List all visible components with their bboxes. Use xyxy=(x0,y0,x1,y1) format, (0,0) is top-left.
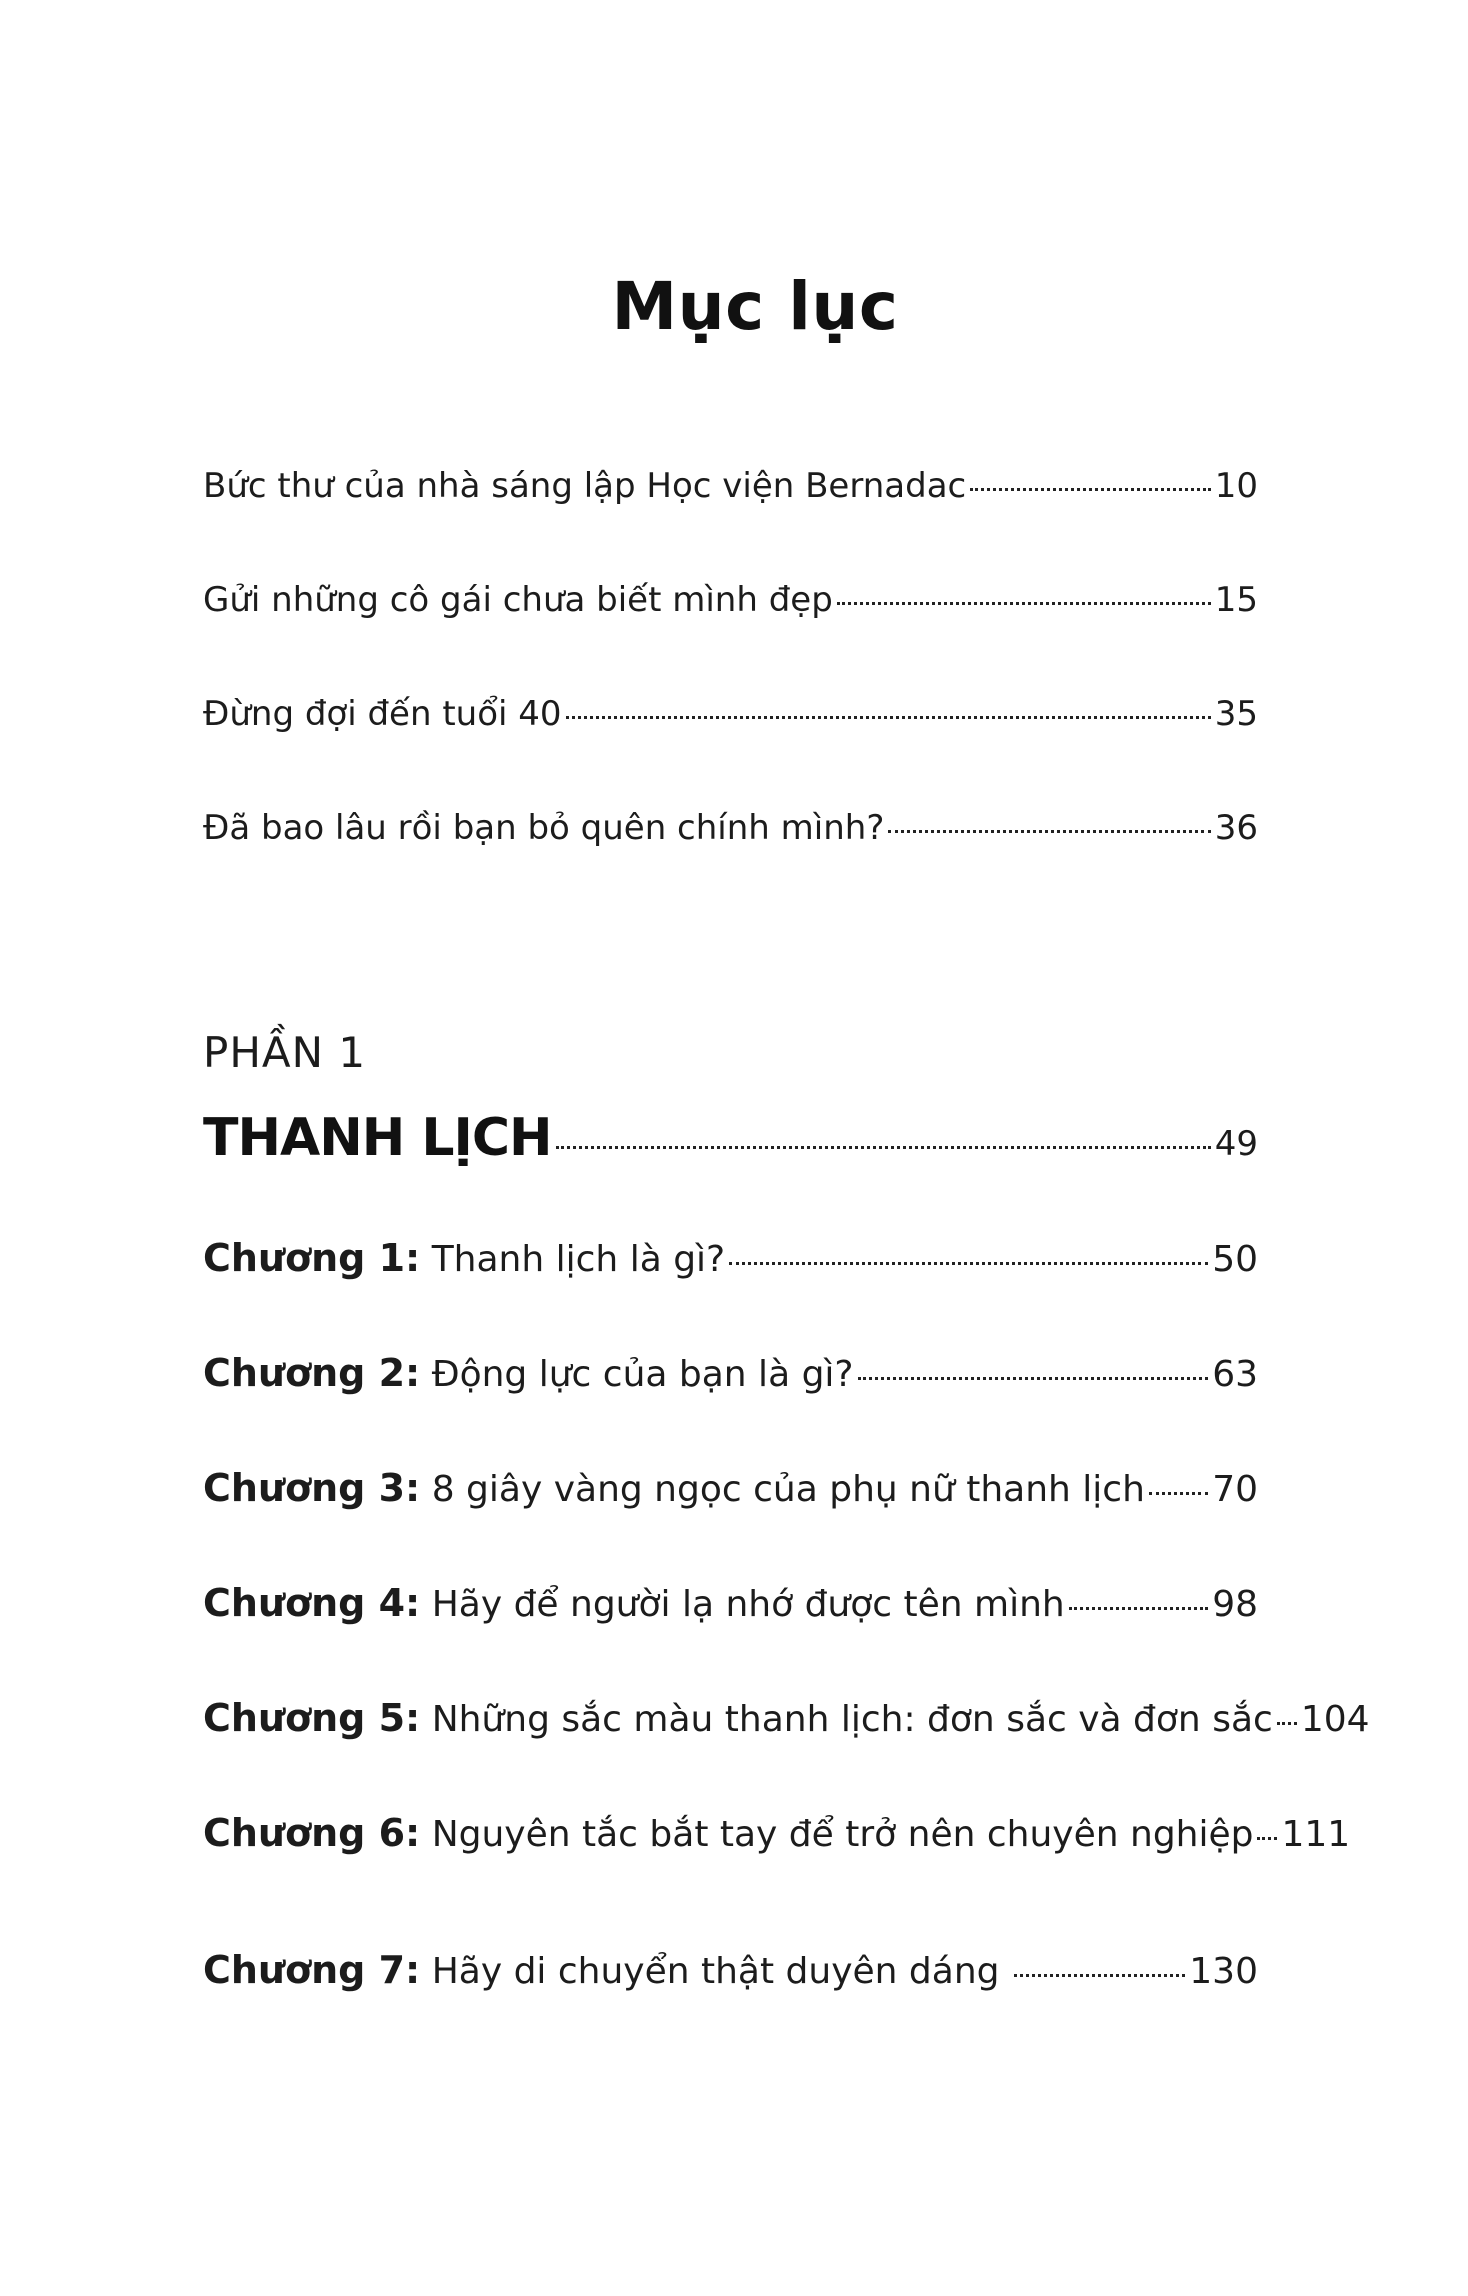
chapter-title: 8 giây vàng ngọc của phụ nữ thanh lịch xyxy=(431,1469,1145,1510)
chapter-number: Chương 3: xyxy=(203,1466,421,1510)
toc-entry-forgot-yourself[interactable] xyxy=(203,808,1258,848)
toc-entry-page: 111 xyxy=(1281,1814,1351,1855)
toc-chapter-2[interactable] xyxy=(203,1351,1258,1395)
toc-chapter-7[interactable] xyxy=(203,1948,1258,1992)
toc-entry-label: Đã bao lâu rồi bạn bỏ quên chính mình? xyxy=(203,808,885,848)
dot-leader xyxy=(1069,1607,1208,1610)
chapter-title: Nguyên tắc bắt tay để trở nên chuyên nghiệp xyxy=(431,1814,1254,1855)
chapter-title: Những sắc màu thanh lịch: đơn sắc và đơn sắc xyxy=(431,1699,1273,1740)
toc-entry-label: Đừng đợi đến tuổi 40 xyxy=(203,694,562,734)
dot-leader xyxy=(729,1262,1208,1265)
chapter-number: Chương 7: xyxy=(203,1948,421,1992)
chapter-number: Chương 1: xyxy=(203,1236,421,1280)
toc-entry-page: 49 xyxy=(1214,1124,1258,1164)
dot-leader xyxy=(888,830,1210,833)
chapter-number: Chương 5: xyxy=(203,1696,421,1740)
toc-entry-unaware-girls[interactable] xyxy=(203,580,1258,620)
toc-part-title-row[interactable] xyxy=(203,1108,1258,1168)
toc-entry-page: 50 xyxy=(1212,1239,1258,1280)
toc-chapter-6[interactable] xyxy=(203,1811,1351,1855)
toc-entry-page: 63 xyxy=(1212,1354,1258,1395)
toc-entry-page: 36 xyxy=(1214,808,1258,848)
toc-entry-label: Gửi những cô gái chưa biết mình đẹp xyxy=(203,580,833,620)
dot-leader xyxy=(837,602,1211,605)
toc-chapter-3[interactable] xyxy=(203,1466,1258,1510)
toc-entry-page: 15 xyxy=(1214,580,1258,620)
chapter-number: Chương 6: xyxy=(203,1811,421,1855)
toc-entry-page: 35 xyxy=(1214,694,1258,734)
toc-entry-founder-letter[interactable] xyxy=(203,466,1258,506)
chapter-title: Hãy di chuyển thật duyên dáng xyxy=(431,1951,1000,1992)
toc-entry-label: Bức thư của nhà sáng lập Học viện Bernadac xyxy=(203,466,967,506)
dot-leader xyxy=(1149,1492,1208,1495)
toc-entry-dont-wait-40[interactable] xyxy=(203,694,1258,734)
toc-chapter-4[interactable] xyxy=(203,1581,1258,1625)
page-title: Mục lục xyxy=(611,268,899,345)
toc-entry-page: 10 xyxy=(1214,466,1258,506)
dot-leader xyxy=(970,488,1211,491)
chapter-number: Chương 2: xyxy=(203,1351,421,1395)
toc-chapter-5[interactable] xyxy=(203,1696,1370,1740)
chapter-title: Hãy để người lạ nhớ được tên mình xyxy=(431,1584,1065,1625)
dot-leader xyxy=(858,1377,1209,1380)
dot-leader xyxy=(1014,1974,1186,1977)
toc-entry-page: 104 xyxy=(1300,1699,1370,1740)
toc-entry-page: 130 xyxy=(1189,1951,1258,1992)
part-label: PHẦN 1 xyxy=(203,1028,367,1077)
dot-leader xyxy=(1257,1837,1277,1840)
chapter-title: Thanh lịch là gì? xyxy=(431,1239,726,1280)
chapter-title: Động lực của bạn là gì? xyxy=(431,1354,854,1395)
dot-leader xyxy=(556,1146,1211,1149)
dot-leader xyxy=(566,716,1211,719)
toc-entry-page: 70 xyxy=(1212,1469,1258,1510)
dot-leader xyxy=(1277,1722,1297,1725)
toc-entry-page: 98 xyxy=(1212,1584,1258,1625)
toc-chapter-1[interactable] xyxy=(203,1236,1258,1280)
part-title: THANH LỊCH xyxy=(203,1108,552,1168)
chapter-number: Chương 4: xyxy=(203,1581,421,1625)
